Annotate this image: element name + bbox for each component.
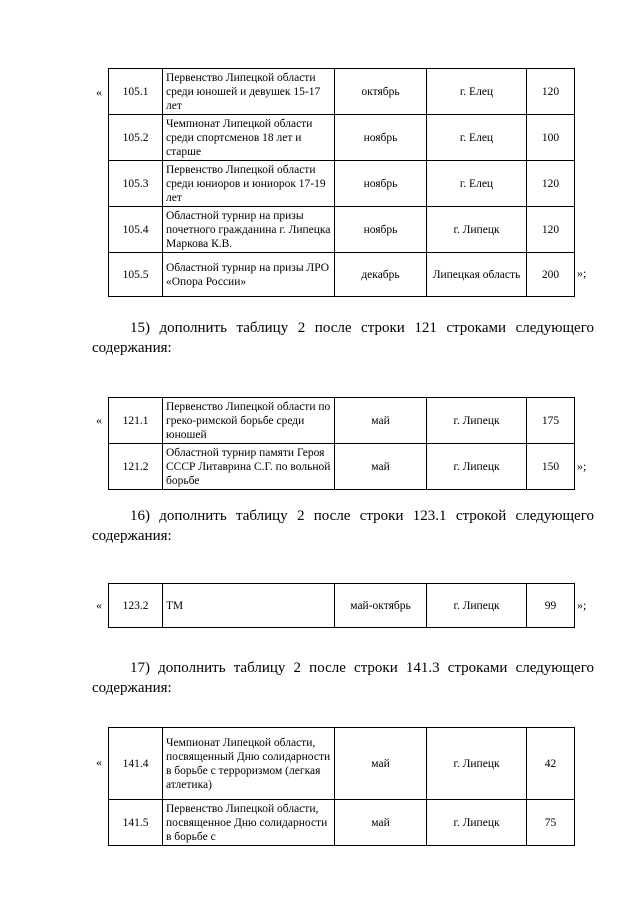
sports-events-table [108,397,575,490]
event-location: г. Елец [427,115,527,161]
amendment-paragraph: 16) дополнить таблицу 2 после строки 123.1 строкой следующего содержания: [92,508,594,544]
event-location: г. Липецк [427,728,527,800]
event-month: май [335,800,427,846]
event-name: Первенство Липецкой области, посвященное Дню солидарности в борьбе с [163,800,335,846]
opening-quote: « [96,413,102,427]
amendment-paragraph: 17) дополнить таблицу 2 после строки 141.3 строками следующего содержания: [92,660,594,696]
participant-count: 120 [527,161,575,207]
row-number: 105.1 [109,69,163,115]
table-row [109,115,575,161]
row-number: 105.3 [109,161,163,207]
row-number: 121.2 [109,444,163,490]
event-location: г. Липецк [427,207,527,253]
participant-count: 75 [527,800,575,846]
event-name: Областной турнир памяти Героя СССР Литаврина С.Г. по вольной борьбе [163,444,335,490]
table-row [109,207,575,253]
event-name: Чемпионат Липецкой области среди спортсменов 18 лет и старше [163,115,335,161]
event-location: г. Липецк [427,584,527,628]
participant-count: 99 [527,584,575,628]
event-name: Первенство Липецкой области среди юниоров и юниорок 17-19 лет [163,161,335,207]
table-row [109,398,575,444]
row-number: 105.5 [109,253,163,297]
row-number: 105.4 [109,207,163,253]
table-row [109,800,575,846]
participant-count: 120 [527,207,575,253]
event-month: ноябрь [335,115,427,161]
table-row [109,161,575,207]
table-row [109,728,575,800]
participant-count: 150 [527,444,575,490]
table-row [109,444,575,490]
event-name: Чемпионат Липецкой области, посвященный Дню солидарности в борьбе с терроризмом (легкая атлетика) [163,728,335,800]
event-location: г. Липецк [427,800,527,846]
event-month: май-октябрь [335,584,427,628]
event-month: декабрь [335,253,427,297]
event-name: ТМ [163,584,335,628]
row-number: 121.1 [109,398,163,444]
event-month: май [335,444,427,490]
row-number: 105.2 [109,115,163,161]
event-name: Первенство Липецкой области среди юношей и девушек 15-17 лет [163,69,335,115]
closing-quote: »; [577,266,587,280]
table-row [109,584,575,628]
row-number: 141.5 [109,800,163,846]
event-name: Первенство Липецкой области по греко-римской борьбе среди юношей [163,398,335,444]
event-location: г. Липецк [427,398,527,444]
event-location: г. Липецк [427,444,527,490]
participant-count: 100 [527,115,575,161]
closing-quote: »; [577,598,587,612]
event-month: ноябрь [335,161,427,207]
opening-quote: « [96,755,102,769]
table-row [109,253,575,297]
participant-count: 120 [527,69,575,115]
event-month: май [335,398,427,444]
event-name: Областной турнир на призы ЛРО «Опора России» [163,253,335,297]
event-location: Липецкая область [427,253,527,297]
event-month: октябрь [335,69,427,115]
opening-quote: « [96,598,102,612]
event-location: г. Елец [427,161,527,207]
table-row [109,69,575,115]
row-number: 123.2 [109,584,163,628]
event-month: май [335,728,427,800]
event-name: Областной турнир на призы почетного гражданина г. Липецка Маркова К.В. [163,207,335,253]
event-month: ноябрь [335,207,427,253]
participant-count: 42 [527,728,575,800]
row-number: 141.4 [109,728,163,800]
sports-events-table [108,583,575,628]
sports-events-table [108,727,575,846]
opening-quote: « [96,85,102,99]
event-location: г. Елец [427,69,527,115]
sports-events-table [108,68,575,297]
amendment-paragraph: 15) дополнить таблицу 2 после строки 121 строками следующего содержания: [92,320,594,356]
participant-count: 175 [527,398,575,444]
closing-quote: »; [577,459,587,473]
participant-count: 200 [527,253,575,297]
